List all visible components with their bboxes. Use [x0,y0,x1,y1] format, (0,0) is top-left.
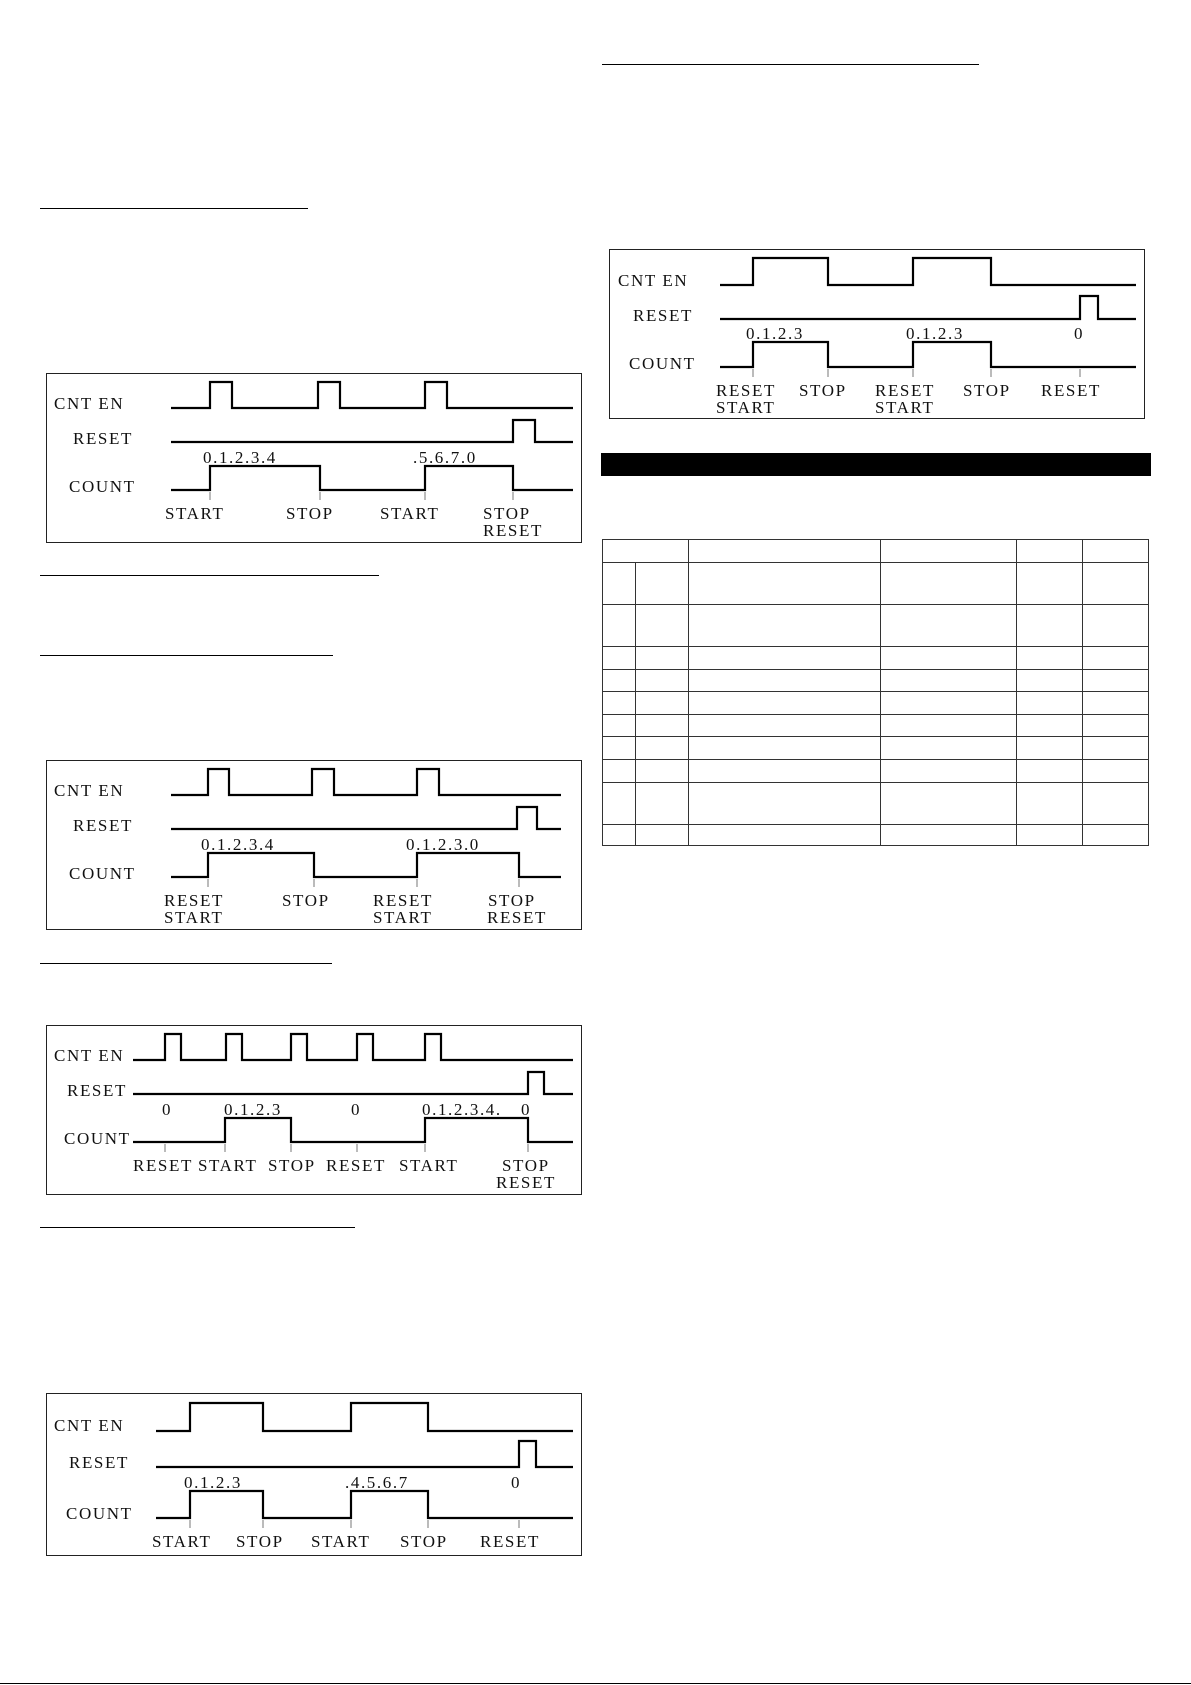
table-cell [881,646,1017,669]
table-cell [689,760,881,782]
reset-wave [156,1441,573,1467]
table-cell [689,669,881,691]
table-cell [689,540,881,563]
table-cell [689,782,881,824]
event-label: RESET [1041,381,1101,400]
table-cell [1083,715,1149,737]
table-cell [881,563,1017,605]
count-wave [171,466,573,490]
count-wave [133,1118,573,1142]
cnt-en-label: CNT EN [618,271,689,290]
event-label: STOP [963,381,1011,400]
table-row [603,669,1149,691]
table-cell [881,782,1017,824]
table-cell [603,824,636,845]
table-cell [881,691,1017,714]
event-label: STOP [488,891,536,910]
table-cell [881,824,1017,845]
table-cell [689,563,881,605]
count-value-label: 0.1.2.3.4 [201,835,275,854]
table-cell [881,605,1017,646]
table-cell [1017,669,1083,691]
count-value-label: 0 [521,1100,532,1119]
table-cell [689,715,881,737]
table-cell [603,782,636,824]
table-cell [1017,691,1083,714]
table-cell [603,691,636,714]
cnt-en-label: CNT EN [54,1046,125,1065]
table-row [603,715,1149,737]
empty-spec-table [602,539,1149,846]
cnt-en-wave [720,258,1136,285]
table-cell [1083,540,1149,563]
section-header-bar [601,453,1151,476]
table-cell [689,824,881,845]
table-cell [1083,760,1149,782]
count-value-label: 0.1.2.3.4. [422,1100,502,1119]
table-row [603,605,1149,646]
cnt-en-label: CNT EN [54,394,125,413]
event-label: START [152,1532,212,1551]
table-cell [1017,715,1083,737]
table-cell [1083,646,1149,669]
reset-label: RESET [67,1081,127,1100]
table-cell [881,669,1017,691]
cnt-en-label: CNT EN [54,781,125,800]
table-cell [636,737,689,760]
table-cell [881,715,1017,737]
page-bottom-border [0,1683,1191,1684]
reset-wave [720,296,1136,319]
table-row [603,737,1149,760]
count-value-label: 0.1.2.3.4 [203,448,277,467]
cnt-en-wave [171,769,561,795]
event-label: RESET [326,1156,386,1175]
count-value-label: 0.1.2.3 [906,324,964,343]
cnt-en-wave [156,1403,573,1431]
event-label: STOP [268,1156,316,1175]
event-label: RESET [483,521,543,540]
event-label: STOP [483,504,531,523]
table-cell [1083,605,1149,646]
table-cell [636,715,689,737]
reset-label: RESET [73,816,133,835]
count-label: COUNT [69,864,136,883]
reset-wave [133,1072,573,1094]
table-cell [689,691,881,714]
event-label: STOP [799,381,847,400]
table-cell [636,824,689,845]
event-label: STOP [502,1156,550,1175]
count-value-label: 0.1.2.3.0 [406,835,480,854]
table-cell [881,737,1017,760]
event-label: START [311,1532,371,1551]
table-row [603,760,1149,782]
event-label: START [165,504,225,523]
table-cell [1083,824,1149,845]
count-label: COUNT [66,1504,133,1523]
table-cell [1083,782,1149,824]
count-value-label: 0 [511,1473,522,1492]
heading-rule-5 [40,1227,355,1228]
event-label: RESET [373,891,433,910]
table-cell [636,669,689,691]
count-value-label: 0.1.2.3 [224,1100,282,1119]
event-label: START [373,908,433,927]
timing-diagram-3 [46,1025,582,1195]
table-cell [636,782,689,824]
table-cell [603,563,636,605]
table-row [603,691,1149,714]
table-cell [603,760,636,782]
count-value-label: 0.1.2.3 [746,324,804,343]
table-cell [1083,669,1149,691]
table-cell [1083,737,1149,760]
event-label: RESET [480,1532,540,1551]
table-cell [1017,540,1083,563]
table-cell [603,646,636,669]
heading-rule-4 [40,963,332,964]
event-label: STOP [282,891,330,910]
table-cell [1017,782,1083,824]
table-cell [636,605,689,646]
cnt-en-wave [171,382,573,408]
event-label: START [716,398,776,417]
timing-diagram-2 [46,760,582,930]
table-cell [603,715,636,737]
timing-diagram-1 [46,373,582,543]
table-cell [689,605,881,646]
table-cell [603,605,636,646]
reset-label: RESET [73,429,133,448]
table-cell [881,540,1017,563]
reset-wave [171,420,573,442]
count-value-label: 0 [351,1100,362,1119]
reset-label: RESET [633,306,693,325]
timing-diagram-5 [609,249,1145,419]
table-cell [603,540,689,563]
table-cell [1017,760,1083,782]
event-label: START [198,1156,258,1175]
heading-rule-3 [40,655,333,656]
heading-rule-1 [40,208,308,209]
count-label: COUNT [64,1129,131,1148]
table-row [603,782,1149,824]
table-header-row [603,540,1149,563]
table-cell [603,737,636,760]
cnt-en-label: CNT EN [54,1416,125,1435]
table-row [603,824,1149,845]
count-label: COUNT [69,477,136,496]
event-label: RESET [164,891,224,910]
event-label: START [164,908,224,927]
table-cell [636,760,689,782]
count-wave [171,853,561,877]
table-cell [1083,563,1149,605]
event-label: START [399,1156,459,1175]
count-value-label: 0 [162,1100,173,1119]
table-cell [1017,646,1083,669]
table-row [603,646,1149,669]
event-label: RESET [716,381,776,400]
event-label: RESET [133,1156,193,1175]
heading-rule-2 [40,575,379,576]
table-cell [1017,605,1083,646]
table-cell [636,646,689,669]
event-label: RESET [875,381,935,400]
table-cell [636,691,689,714]
table-cell [689,737,881,760]
count-value-label: 0.1.2.3 [184,1473,242,1492]
event-label: STOP [286,504,334,523]
count-value-label: .5.6.7.0 [413,448,477,467]
reset-label: RESET [69,1453,129,1472]
count-wave [156,1491,573,1518]
timing-diagram-4 [46,1393,582,1556]
event-label: STOP [400,1532,448,1551]
count-value-label: .4.5.6.7 [345,1473,409,1492]
table-cell [1017,824,1083,845]
table-cell [881,760,1017,782]
event-label: RESET [487,908,547,927]
event-label: RESET [496,1173,556,1192]
event-label: START [875,398,935,417]
heading-rule-6 [602,64,979,65]
cnt-en-wave [133,1034,573,1060]
table-cell [1017,563,1083,605]
table-cell [603,669,636,691]
count-value-label: 0 [1074,324,1085,343]
table-cell [689,646,881,669]
event-label: START [380,504,440,523]
table-row [603,563,1149,605]
table-cell [1017,737,1083,760]
reset-wave [171,807,561,829]
count-label: COUNT [629,354,696,373]
table-cell [1083,691,1149,714]
event-label: STOP [236,1532,284,1551]
count-wave [720,342,1136,367]
table-cell [636,563,689,605]
